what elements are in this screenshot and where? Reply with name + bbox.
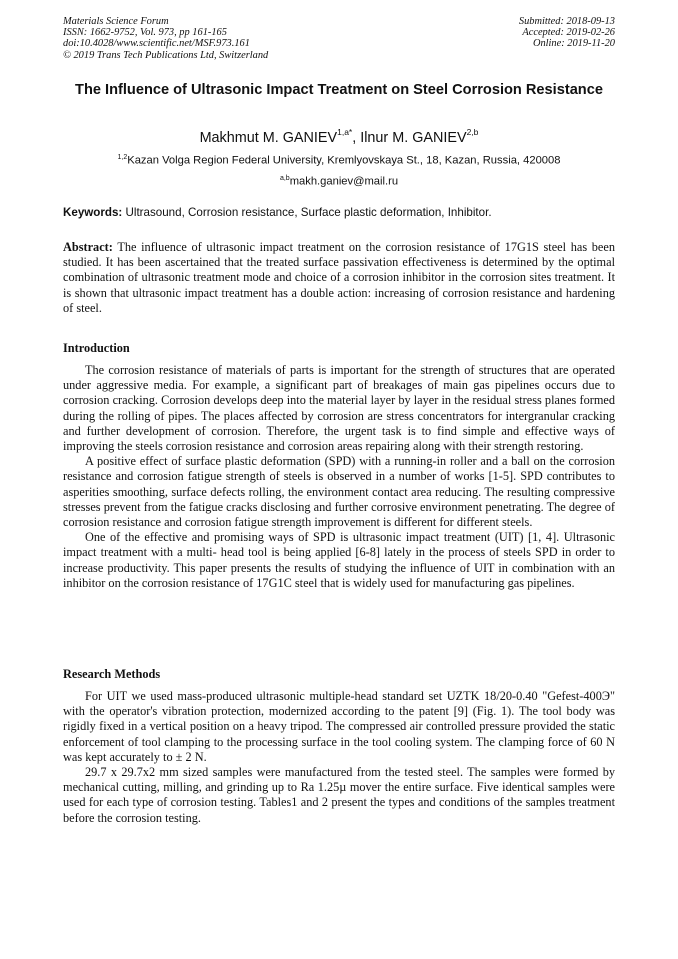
keywords-text: Ultrasound, Corrosion resistance, Surface plastic deformation, Inhibitor. [125,206,492,219]
paper-title: The Influence of Ultrasonic Impact Treatment on Steel Corrosion Resistance [75,82,603,98]
publication-info [63,16,268,61]
issn-line: ISSN: 1662-9752, Vol. 973, pp 161-165 [63,27,227,39]
affiliation-line [63,151,615,168]
author-2-superscript: 2,b [466,127,479,137]
author-1-name: Makhmut M. GANIEV [199,129,338,146]
abstract-text: The influence of ultrasonic impact treatment on the corrosion resistance of 17G1S steel has been studied. It has been ascertained that the treated surface passivation effectiveness is determined by the optimal combination of ultrasonic treatment mode and choice of a corrosion inhibitor in the corrosion sites treatment. It is shown that ultrasonic impact treatment has a double action: increasing of corrosion resistance and hardening of steel. [63,240,615,315]
online-date: Online: 2019-11-20 [532,38,615,50]
methods-paragraph-2: 29.7 x 29.7x2 mm sized samples were manufactured from the tested steel. The samples were formed by mechanical cutting, milling, and grinding up to Ra 1.25µ mover the entire surface. Five identical samples were used for each type of corrosion testing. Tables1 and 2 present the types and conditions of the samples treatment before the corrosion testing. [63,765,615,825]
keywords-line [63,206,615,220]
email-line [63,172,615,189]
authors-line [63,125,615,147]
introduction-paragraph-1: The corrosion resistance of materials of parts is important for the strength of structures that are operated under aggressive media. For example, a significant part of breakages of main gas pipelines occurs due to corrosion cracking. Corrosion develops deep into the material layer by layer in the residual stress planes formed during the rolling of pipes. The places affected by corrosion are stress concentrators for intergranular cracking and further development of corrosion. Therefore, the urgent task is to find simple and effective ways of improving the steels corrosion resistance and corrosion areas repairing along with their strength restoring. [63,363,615,454]
copyright-line: © 2019 Trans Tech Publications Ltd, Switzerland [63,49,269,61]
affiliation-superscript: 1,2 [117,154,128,161]
introduction-section [63,363,615,591]
research-methods-section [63,689,615,826]
email-superscript: a,b [279,175,290,182]
affiliation-text: Kazan Volga Region Federal University, Kremlyovskaya St., 18, Kazan, Russia, 420008 [127,154,561,167]
abstract-label: Abstract: [63,240,113,254]
keywords-label: Keywords: [63,206,123,219]
accepted-date: Accepted: 2019-02-26 [522,27,615,39]
author-1-superscript: 1,a* [337,127,353,137]
introduction-paragraph-3: One of the effective and promising ways of SPD is ultrasonic impact treatment (UIT) [1, 4]. Ultrasonic impact treatment with a multi- head tool is being applied [6-8] lately in the process of steels SPD in order to increase productivity. This paper presents the results of studying the influence of UIT in combination with an inhibitor on the corrosion resistance of 17G1C steel that is widely used for manufacturing gas pipelines. [63,530,615,590]
publication-dates [519,16,615,50]
submitted-date: Submitted: 2018-09-13 [518,16,615,27]
methods-paragraph-1: For UIT we used mass-produced ultrasonic multiple-head standard set UZTK 18/20-0.40 "Gefest-400Э" with the operator's vibration protection, modernized according to the patent [9] (Fig. 1). The tool body was rigidly fixed in a vertical position on a heavy tripod. The compressed air controlled pressure provided the static enforcement of tool clamping to the processing surface in the tool cooling system. The clamping force of 60 N was kept accurately to ± 2 N. [63,689,615,764]
doi-line: doi:10.4028/www.scientific.net/MSF.973.161 [63,38,250,50]
introduction-heading: Introduction [63,341,130,355]
abstract-paragraph [63,240,615,316]
author-2-name: Ilnur M. GANIEV [360,129,467,146]
journal-name: Materials Science Forum [63,16,169,27]
author-separator: , [352,129,361,146]
email-address: makh.ganiev@mail.ru [289,175,399,188]
research-methods-heading: Research Methods [63,667,161,681]
introduction-paragraph-2: A positive effect of surface plastic deformation (SPD) with a running-in roller and a ball on the corrosion resistance and corrosion fatigue strength of steels is observed in a number of works [1-5]. SPD contributes to asperities smoothing, surface defects rolling, the environment contact area reducing. The resulting compressive stresses prevent from the fatigue cracks disclosing and further corrosive environment penetrating. The degree of corrosion resistance and corrosion fatigue strength improvement is different for different steels. [63,454,615,530]
